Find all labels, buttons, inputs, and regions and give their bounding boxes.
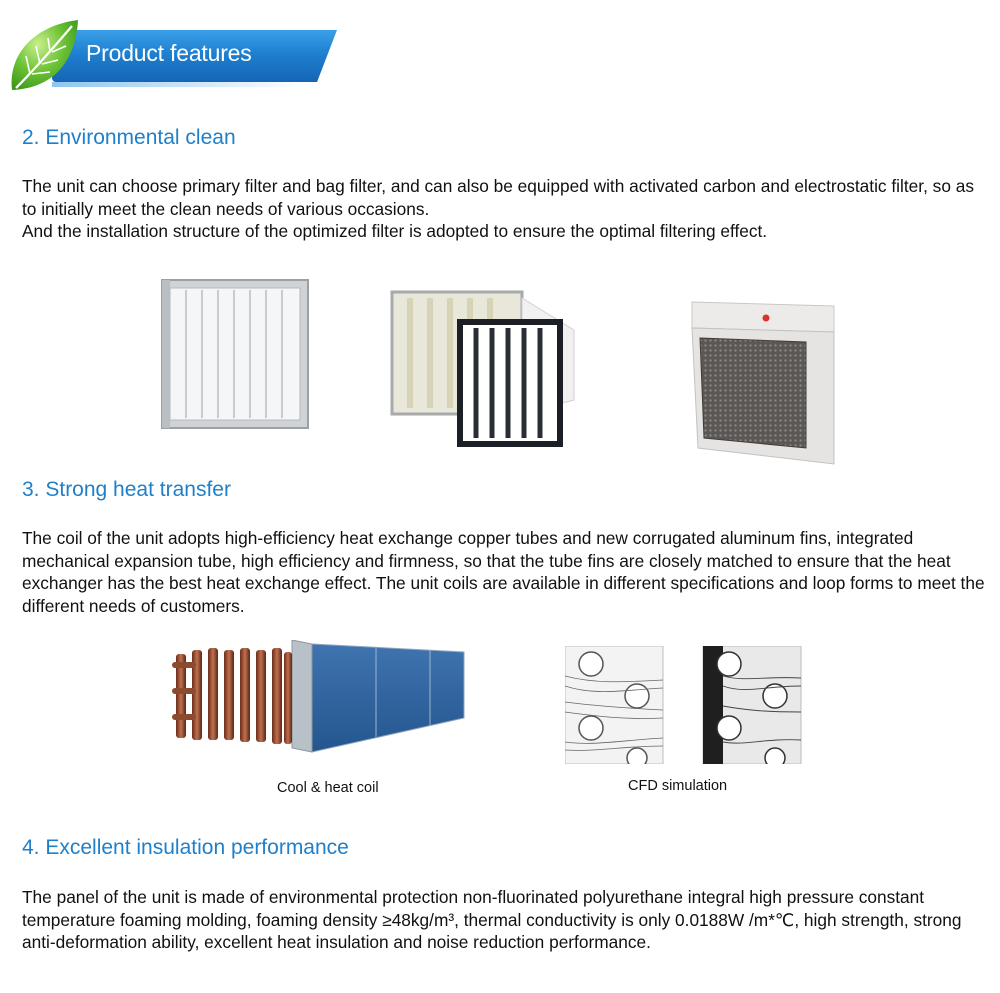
section-text-strong-heat-transfer	[22, 527, 987, 617]
cool-heat-coil-image	[172, 640, 472, 763]
section-title-insulation-performance: 4. Excellent insulation performance	[22, 836, 349, 859]
page-title: Product features	[86, 40, 252, 66]
paragraph: The unit can choose primary filter and bag filter, and can also be equipped with activated carbon and electrostatic filter, so as to initially meet the clean needs of various occasions.	[22, 176, 974, 219]
bag-filter-image	[388, 290, 588, 455]
cfd-simulation-image	[565, 646, 805, 769]
section-text-insulation-performance	[22, 886, 987, 954]
leaf-icon	[6, 16, 96, 98]
section-title-strong-heat-transfer: 3. Strong heat transfer	[22, 478, 231, 501]
electrostatic-filter-image	[688, 298, 838, 471]
paragraph: And the installation structure of the optimized filter is adopted to ensure the optimal filtering effect.	[22, 221, 768, 241]
paragraph: The coil of the unit adopts high-efficiency heat exchange copper tubes and new corrugated aluminum fins, integrated mechanical expansion tube, high efficiency and firmness, so that the tube fins are closely matched to ensure that the heat exchanger has the best heat exchange effect. The unit coils are available in different specifications and loop forms to meet the different needs of customers.	[22, 528, 985, 616]
paragraph: The panel of the unit is made of environmental protection non-fluorinated polyurethane integral high pressure constant temperature foaming molding, foaming density ≥48kg/m³, thermal conductivity is only 0.0188W /m*℃, high strength, strong anti-deformation ability, excellent heat insulation and noise reduction performance.	[22, 887, 962, 952]
section-title-environmental-clean: 2. Environmental clean	[22, 126, 236, 149]
primary-filter-image	[160, 278, 310, 435]
product-features-banner	[0, 0, 340, 100]
section-text-environmental-clean	[22, 175, 987, 243]
caption-cool-heat-coil: Cool & heat coil	[277, 780, 379, 796]
caption-cfd-simulation: CFD simulation	[628, 778, 728, 794]
